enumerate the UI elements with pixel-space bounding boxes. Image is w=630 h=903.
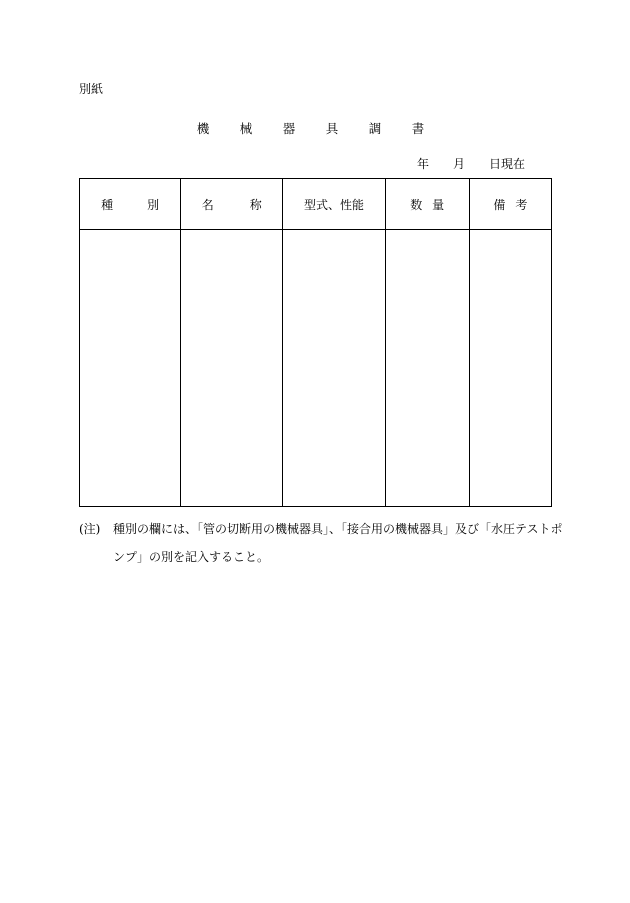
header-remarks	[469, 179, 551, 230]
header-name-label: 名称	[201, 197, 262, 212]
header-remarks-label: 備考	[493, 197, 528, 212]
header-type	[80, 179, 181, 230]
header-type-label: 種別	[101, 197, 160, 212]
header-name	[181, 179, 283, 230]
cell-name[interactable]	[181, 230, 283, 507]
table-row	[80, 230, 552, 507]
cell-remarks[interactable]	[469, 230, 551, 507]
footnote-text-1: 種別の欄には、「管の切断用の機械器具」、「接合用の機械器具」及び「水圧テストポ	[113, 522, 563, 536]
document-title: 機 械 器 具 調 書	[196, 121, 434, 136]
header-quantity	[385, 179, 469, 230]
cell-type[interactable]	[80, 230, 181, 507]
footnote-line-1	[79, 515, 563, 543]
date-line	[417, 155, 525, 172]
header-model	[283, 179, 385, 230]
footnote-line-2: ンプ」の別を記入すること。	[113, 550, 270, 564]
month-unit: 月	[453, 157, 466, 171]
day-unit: 日現在	[489, 157, 526, 171]
cell-quantity[interactable]	[385, 230, 469, 507]
header-model-label: 型式、性能	[304, 197, 365, 212]
page-label: 別紙	[79, 82, 104, 96]
cell-model[interactable]	[283, 230, 385, 507]
footnote-prefix: (注)	[79, 522, 101, 536]
year-unit: 年	[417, 157, 430, 171]
footnote	[79, 515, 563, 571]
header-quantity-label: 数量	[410, 197, 445, 212]
table-header-row	[80, 179, 552, 230]
equipment-table	[79, 178, 552, 507]
